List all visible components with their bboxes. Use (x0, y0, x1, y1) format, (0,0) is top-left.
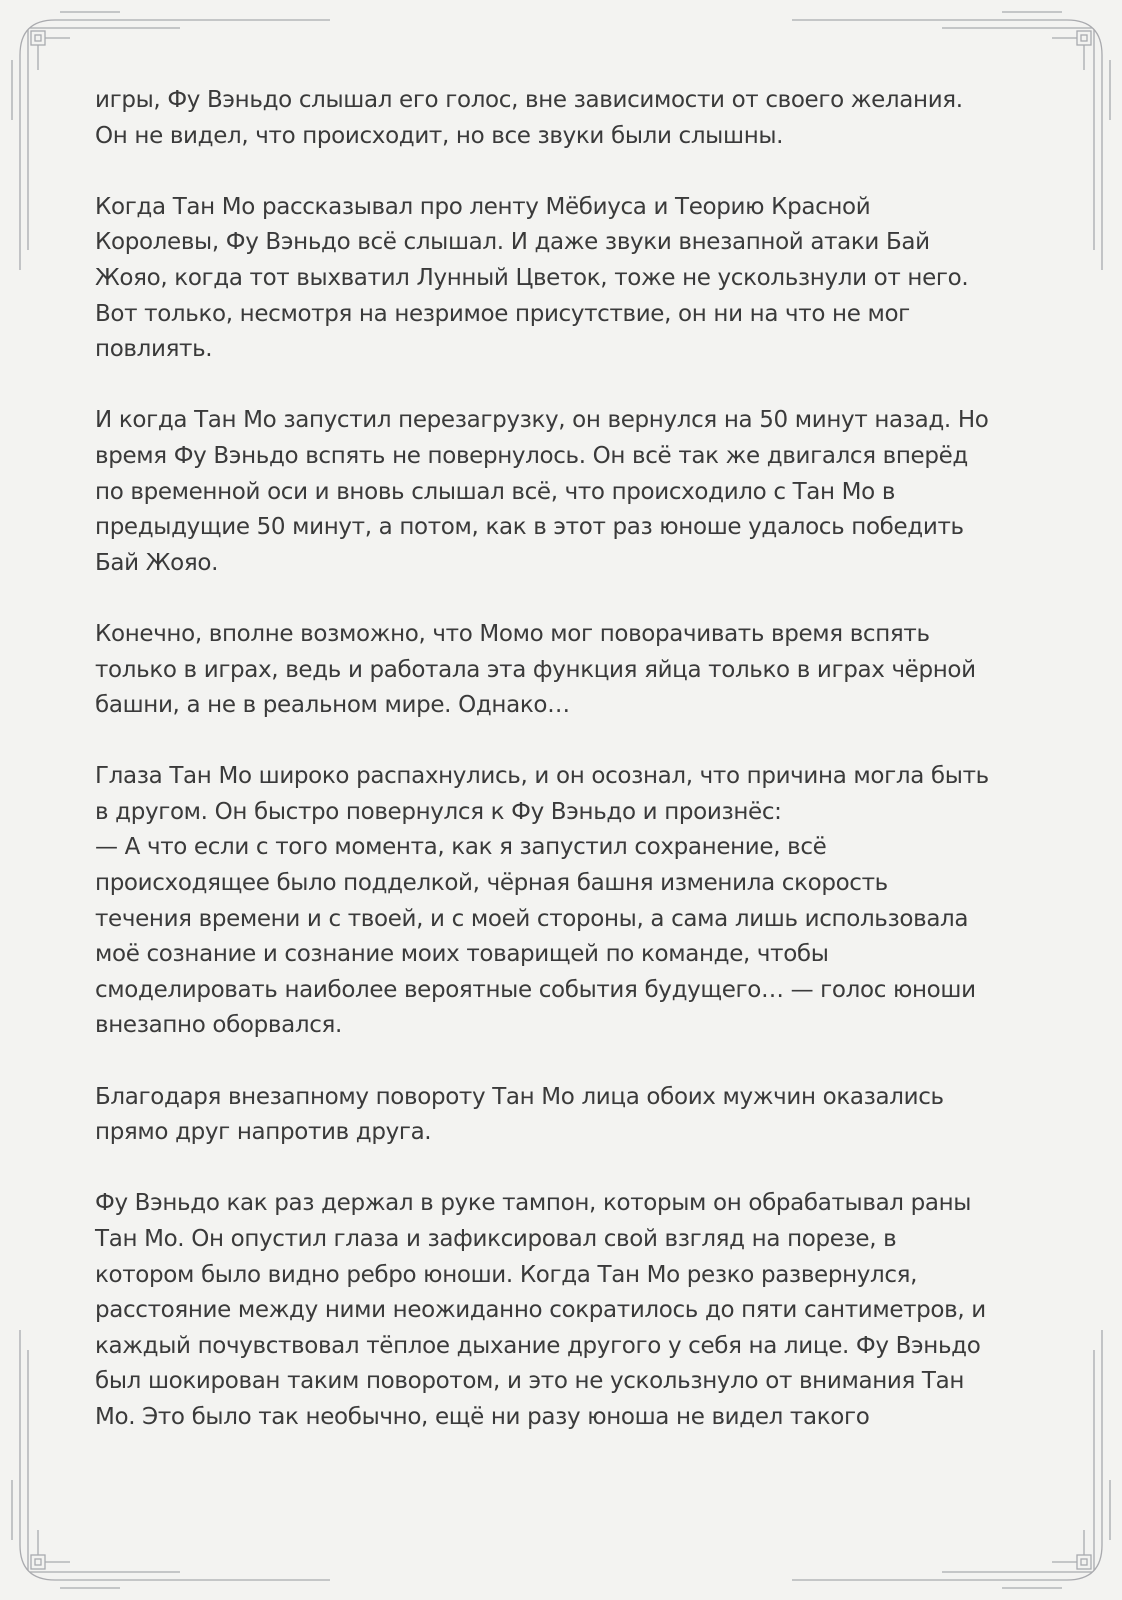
text-line: время Фу Вэньдо вспять не повернулось. Он всё так же двигался вперёд (95, 442, 968, 469)
text-line: котором было видно ребро юноши. Когда Тан Мо резко развернулся, (95, 1261, 918, 1288)
text-line: — А что если с того момента, как я запустил сохранение, всё (95, 834, 827, 861)
text-line: расстояние между ними неожиданно сократилось до пяти сантиметров, и (95, 1297, 986, 1324)
text-line: Жояо, когда тот выхватил Лунный Цветок, тоже не ускользнули от него. (95, 264, 969, 291)
text-line: Вот только, несмотря на незримое присутствие, он ни на что не мог (95, 300, 910, 327)
text-line: башни, а не в реальном мире. Однако… (95, 692, 570, 719)
text-line: Тан Мо. Он опустил глаза и зафиксировал свой взгляд на порезе, в (95, 1226, 897, 1252)
text-line: моё сознание и сознание моих товарищей по команде, чтобы (95, 941, 829, 968)
text-line: был шокирован таким поворотом, и это не ускользнуло от внимания Тан (95, 1368, 965, 1395)
text-line: только в играх, ведь и работала эта функция яйца только в играх чёрной (95, 656, 976, 683)
text-line: Конечно, вполне возможно, что Момо мог поворачивать время вспять (95, 620, 930, 647)
text-line: по временной оси и вновь слышал всё, что происходило с Тан Мо в (95, 478, 896, 505)
text-line: прямо друг напротив друга. (95, 1119, 432, 1146)
text-line: каждый почувствовал тёплое дыхание другого у себя на лице. Фу Вэньдо (95, 1332, 981, 1359)
text-line: Бай Жояо. (95, 549, 219, 576)
text-line: Фу Вэньдо как раз держал в руке тампон, которым он обрабатывал раны (95, 1190, 972, 1217)
text-line: Он не видел, что происходит, но все звуки были слышны. (95, 122, 784, 149)
text-line: повлиять. (95, 336, 213, 363)
paragraph (95, 83, 1035, 154)
text-line: Благодаря внезапному повороту Тан Мо лица обоих мужчин оказались (95, 1083, 944, 1110)
text-line: Когда Тан Мо рассказывал про ленту Мёбиуса и Теорию Красной (95, 193, 871, 220)
text-line: происходящее было подделкой, чёрная башня изменила скорость (95, 870, 888, 897)
paragraph (95, 1080, 1035, 1151)
text-line: Глаза Тан Мо широко распахнулись, и он осознал, что причина могла быть (95, 763, 989, 790)
text-line: смоделировать наиболее вероятные события будущего… — голос юноши (95, 976, 976, 1003)
text-line: предыдущие 50 минут, а потом, как в этот раз юноше удалось победить (95, 514, 964, 541)
text-line: течения времени и с твоей, и с моей стороны, а сама лишь использовала (95, 905, 969, 932)
paragraph (95, 617, 1035, 724)
paragraph (95, 190, 1035, 368)
text-line: в другом. Он быстро повернулся к Фу Вэньдо и произнёс: (95, 798, 782, 825)
text-line: Мо. Это было так необычно, ещё ни разу юноша не видел такого (95, 1403, 870, 1430)
text-line: И когда Тан Мо запустил перезагрузку, он вернулся на 50 минут назад. Но (95, 407, 989, 434)
text-line: игры, Фу Вэньдо слышал его голос, вне зависимости от своего желания. (95, 87, 963, 113)
text-line: внезапно оборвался. (95, 1012, 342, 1039)
body-text (95, 83, 1035, 1471)
paragraph (95, 759, 1035, 1044)
paragraph (95, 1186, 1035, 1435)
text-line: Королевы, Фу Вэньдо всё слышал. И даже звуки внезапной атаки Бай (95, 229, 930, 256)
paragraph (95, 403, 1035, 581)
